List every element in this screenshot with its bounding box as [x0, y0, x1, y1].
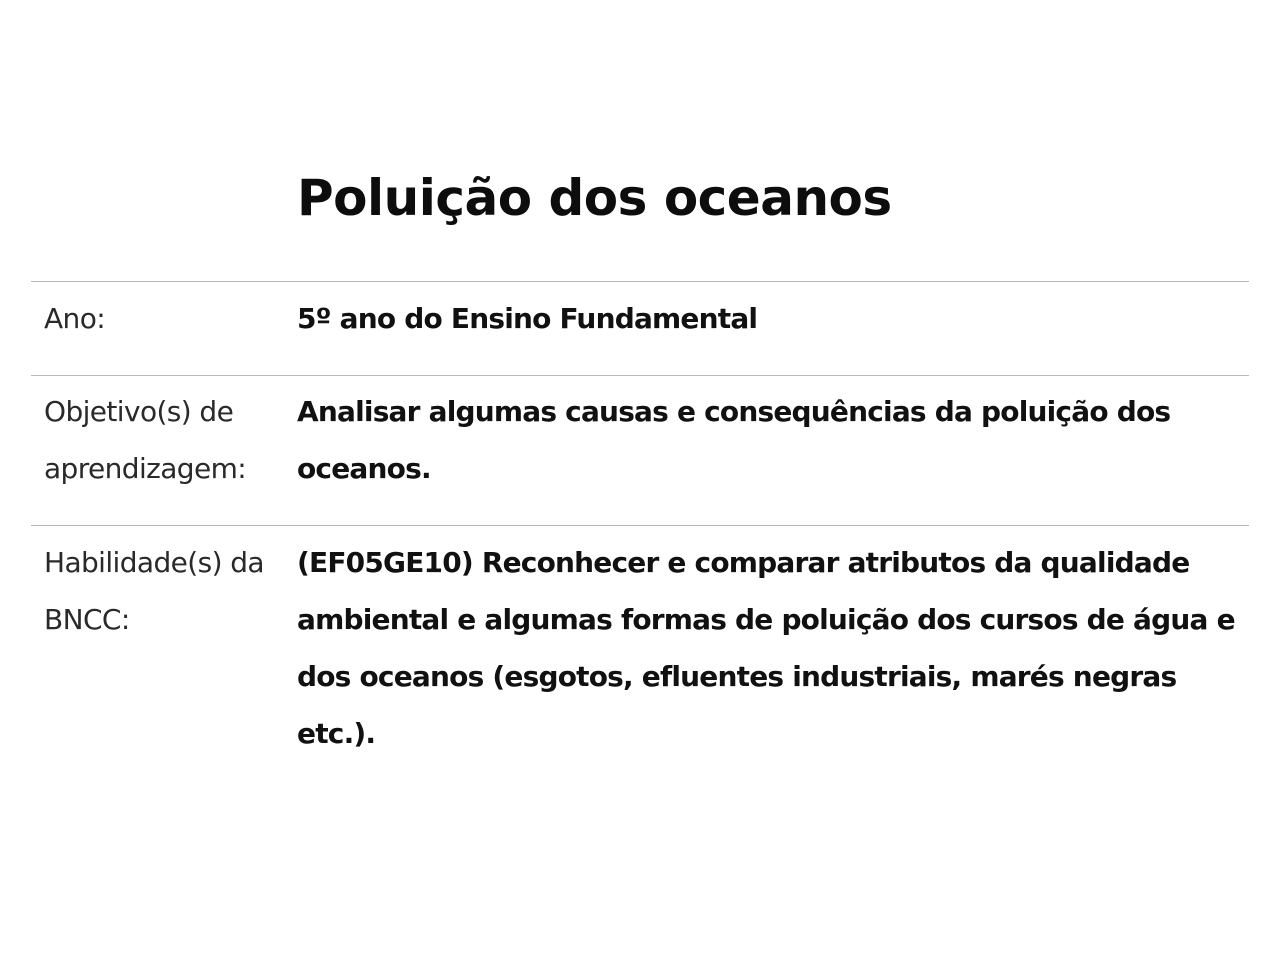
value-objetivos: Analisar algumas causas e consequências da poluição dos oceanos.: [297, 395, 1171, 485]
label-habilidades: Habilidade(s) da BNCC:: [44, 546, 264, 636]
table-row-objetivos: [31, 375, 1249, 525]
label-ano: Ano:: [44, 302, 106, 335]
page-title: Poluição dos oceanos: [297, 169, 892, 227]
table-row-ano: [31, 281, 1249, 375]
table-row-habilidades: [31, 525, 1249, 762]
value-habilidades: (EF05GE10) Reconhecer e comparar atributos da qualidade ambiental e algumas formas de poluição dos cursos de água e dos oceanos (esgotos, efluentes industriais, marés negras etc.).: [297, 546, 1235, 750]
label-objetivos: Objetivo(s) de aprendizagem:: [44, 395, 247, 485]
value-ano: 5º ano do Ensino Fundamental: [297, 302, 758, 335]
info-table: [31, 281, 1249, 762]
